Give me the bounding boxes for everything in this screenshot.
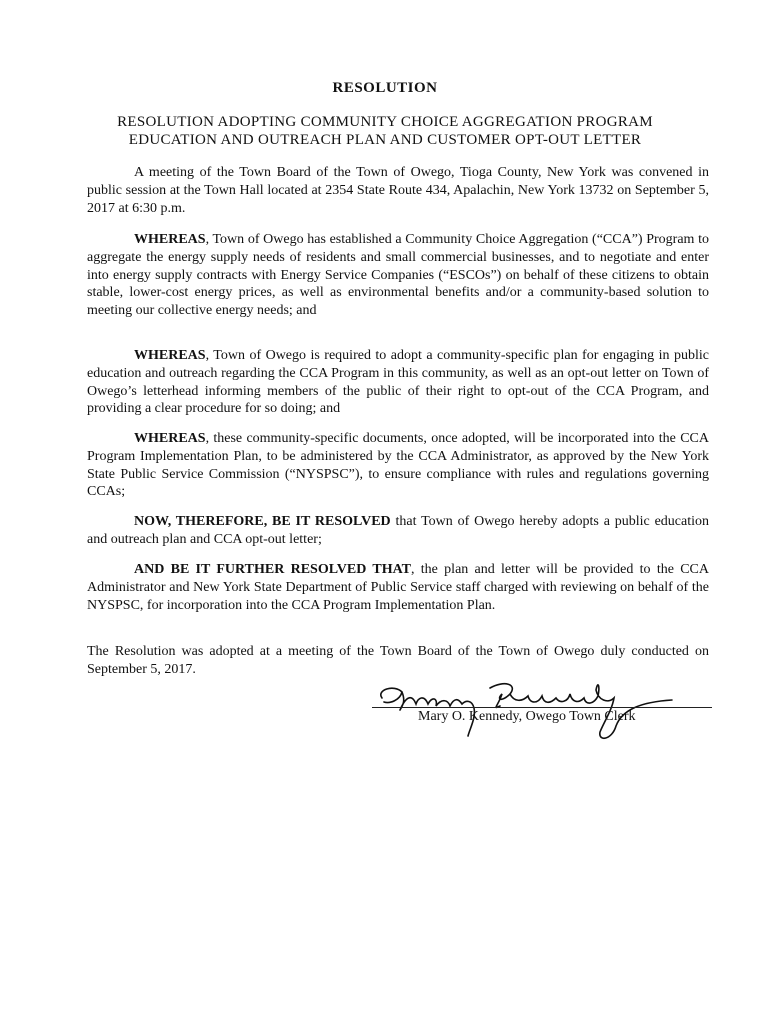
resolved-lead: NOW, THEREFORE, BE IT RESOLVED <box>134 514 391 529</box>
resolved-paragraph <box>87 513 709 549</box>
subtitle-line-1: RESOLUTION ADOPTING COMMUNITY CHOICE AGGREGATION PROGRAM <box>117 114 653 130</box>
whereas-lead-3: WHEREAS <box>134 431 206 446</box>
subtitle-line-2: EDUCATION AND OUTREACH PLAN AND CUSTOMER OPT-OUT LETTER <box>128 132 642 148</box>
whereas-paragraph-2 <box>87 347 709 418</box>
closing-paragraph: The Resolution was adopted at a meeting of the Town Board of the Town of Owego duly conducted on September 5, 2017. <box>87 644 709 677</box>
whereas-paragraph-3 <box>87 430 709 501</box>
resolved-text: that Town of Owego hereby adopts a public education and outreach plan and CCA opt-out letter; <box>87 514 710 547</box>
whereas-paragraph-1 <box>87 231 709 320</box>
further-resolved-paragraph <box>87 561 709 614</box>
document-title: RESOLUTION <box>332 80 438 96</box>
further-resolved-text: , the plan and letter will be provided to the CCA Administrator and New York State Department of Public Service staff charged with reviewing on behalf of the NYSPSC, for incorporation into the CCA Program Implementation Plan. <box>87 562 710 613</box>
document-subtitle <box>0 113 770 149</box>
intro-paragraph: A meeting of the Town Board of the Town of Owego, Tioga County, New York was convened in public session at the Town Hall located at 2354 State Route 434, Apalachin, New York 13732 on September 5, 2017 at 6:30 p.m. <box>87 165 709 216</box>
signatory-name: Mary O. Kennedy, Owego Town Clerk <box>418 709 636 724</box>
whereas-lead-2: WHEREAS <box>134 348 206 363</box>
signature-line <box>372 707 712 708</box>
further-resolved-lead: AND BE IT FURTHER RESOLVED THAT <box>134 562 412 577</box>
whereas-text-2: , Town of Owego is required to adopt a community-specific plan for engaging in public education and outreach regarding the CCA Program in this community, as well as an opt-out letter on Town of Owego’s letterhead informing members of the public of their right to opt-out of the CCA Program, and providing a clear procedure for so doing; and <box>87 348 709 417</box>
whereas-lead-1: WHEREAS <box>134 232 206 247</box>
whereas-text-3: , these community-specific documents, once adopted, will be incorporated into the CCA Program Implementation Plan, to be administered by the CCA Administrator, as approved by the New York State Public Service Commission (“NYSPSC”), to ensure compliance with rules and regulations governing CCAs; <box>87 431 709 500</box>
signature-block <box>372 676 712 756</box>
whereas-text-1: , Town of Owego has established a Community Choice Aggregation (“CCA”) Program to aggregate the energy supply needs of residents and small commercial businesses, and to negotiate and enter into energy supply contracts with Energy Service Companies (“ESCOs”) on behalf of these citizens to obtain stable, lower-cost energy prices, as well as environmental benefits and/or a community-based solution to meeting our collective energy needs; and <box>87 232 709 319</box>
